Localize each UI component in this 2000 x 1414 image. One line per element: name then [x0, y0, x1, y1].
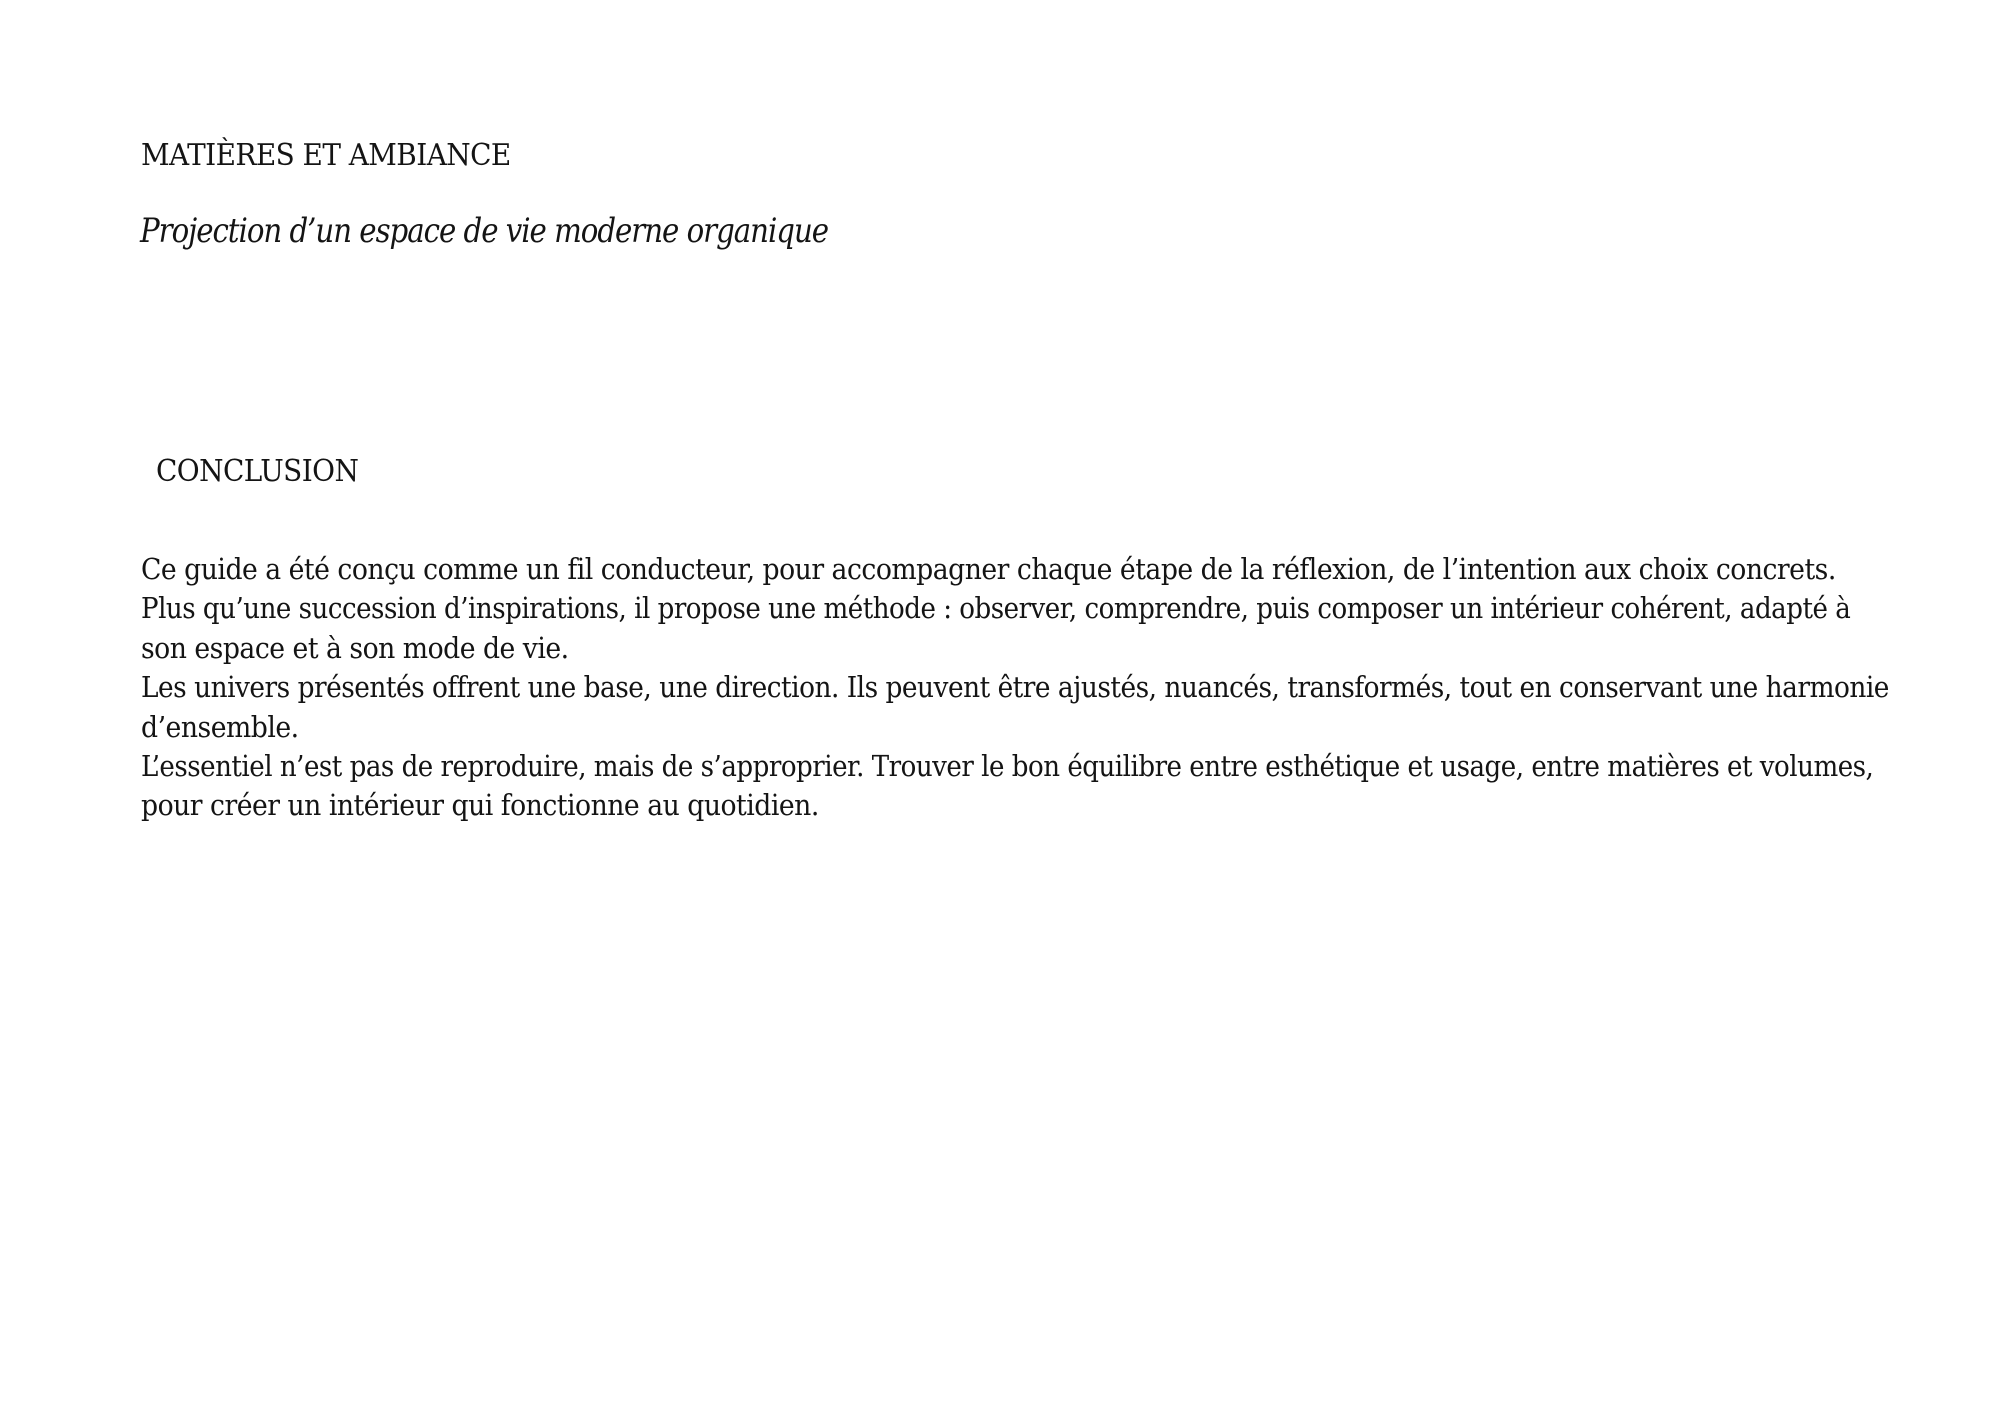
page-title: MATIÈRES ET AMBIANCE — [141, 138, 511, 173]
body-line: Ce guide a été conçu comme un fil conducteur, pour accompagner chaque étape de la réflexion, de l’intention aux choix concrets. — [141, 552, 1836, 586]
body-line: d’ensemble. — [141, 709, 299, 744]
body-line: L’essentiel n’est pas de reproduire, mais de s’approprier. Trouver le bon équilibre entre esthétique et usage, entre matières et volumes, — [141, 749, 1874, 784]
body-line: son espace et à son mode de vie. — [141, 630, 569, 665]
page-subtitle: Projection d’un espace de vie moderne organique — [140, 211, 829, 251]
conclusion-heading: CONCLUSION — [156, 454, 359, 489]
conclusion-body — [141, 550, 1896, 826]
body-line: Plus qu’une succession d’inspirations, il propose une méthode : observer, comprendre, puis composer un intérieur cohérent, adapté à — [141, 591, 1851, 626]
body-line: pour créer un intérieur qui fonctionne au quotidien. — [141, 788, 819, 823]
body-line: Les univers présentés offrent une base, une direction. Ils peuvent être ajustés, nuancés, transformés, tout en conservant une harmonie — [141, 670, 1889, 705]
